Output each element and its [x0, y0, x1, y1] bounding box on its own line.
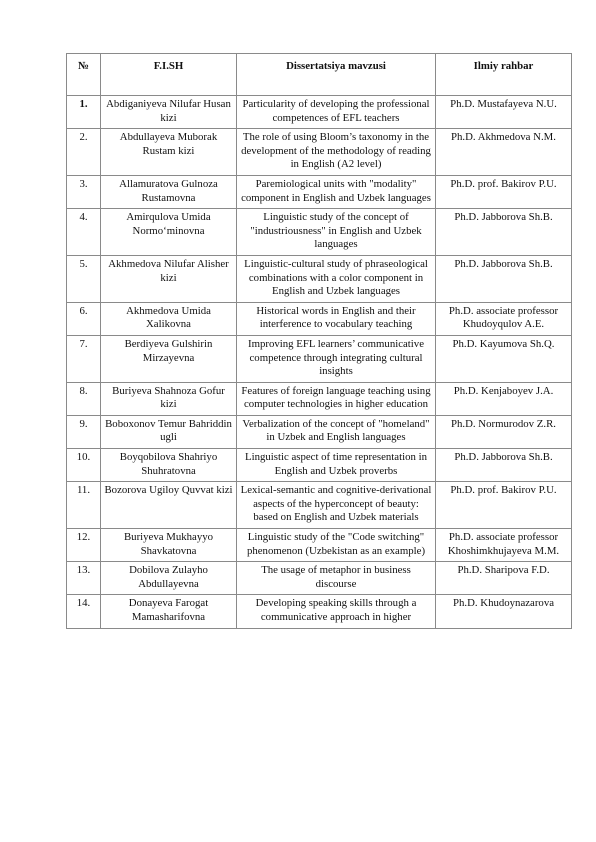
- dissertation-topic: Linguistic study of the "Code switching" phenomenon (Uzbekistan as an example): [237, 529, 436, 562]
- scientific-advisor: Ph.D. associate professor Khudoyqulov A.E.: [436, 302, 572, 335]
- scientific-advisor: Ph.D. prof. Bakirov P.U.: [436, 482, 572, 529]
- dissertation-topic: Improving EFL learners’ communicative competence through integrating cultural insights: [237, 335, 436, 382]
- dissertation-topic: Lexical-semantic and cognitive-derivational aspects of the hyperconcept of beauty: based on English and Uzbek materials: [237, 482, 436, 529]
- student-name: Berdiyeva Gulshirin Mirzayevna: [101, 335, 237, 382]
- scientific-advisor: Ph.D. Akhmedova N.M.: [436, 129, 572, 176]
- row-number: 5.: [67, 255, 101, 302]
- header-number: №: [67, 54, 101, 96]
- table-header-row: [67, 54, 572, 96]
- student-name: Abdiganiyeva Nilufar Husan kizi: [101, 96, 237, 129]
- dissertation-topic: Verbalization of the concept of "homeland" in Uzbek and English languages: [237, 415, 436, 448]
- row-number: 6.: [67, 302, 101, 335]
- dissertation-topic: Linguistic-cultural study of phraseological combinations with a color component in English and Uzbek languages: [237, 255, 436, 302]
- row-number: 11.: [67, 482, 101, 529]
- dissertation-topic: Historical words in English and their interference to vocabulary teaching: [237, 302, 436, 335]
- table-row: [67, 255, 572, 302]
- table-row: [67, 415, 572, 448]
- scientific-advisor: Ph.D. Kenjaboyev J.A.: [436, 382, 572, 415]
- scientific-advisor: Ph.D. Sharipova F.D.: [436, 562, 572, 595]
- row-number: 14.: [67, 595, 101, 628]
- scientific-advisor: Ph.D. Khudoynazarova: [436, 595, 572, 628]
- dissertation-topic: Particularity of developing the professional competences of EFL teachers: [237, 96, 436, 129]
- dissertation-topic: The role of using Bloom’s taxonomy in the development of the methodology of reading in English (A2 level): [237, 129, 436, 176]
- row-number: 1.: [67, 96, 101, 129]
- student-name: Donayeva Farogat Mamasharifovna: [101, 595, 237, 628]
- table-row: [67, 96, 572, 129]
- dissertation-topic: Linguistic aspect of time representation in English and Uzbek proverbs: [237, 449, 436, 482]
- header-advisor: Ilmiy rahbar: [436, 54, 572, 96]
- scientific-advisor: Ph.D. Jabborova Sh.B.: [436, 209, 572, 256]
- table-row: [67, 129, 572, 176]
- dissertation-topic: Linguistic study of the concept of "industriousness" in English and Uzbek languages: [237, 209, 436, 256]
- dissertation-topic: Developing speaking skills through a communicative approach in higher: [237, 595, 436, 628]
- scientific-advisor: Ph.D. associate professor Khoshimkhujayeva M.M.: [436, 529, 572, 562]
- table-row: [67, 175, 572, 208]
- row-number: 4.: [67, 209, 101, 256]
- student-name: Boboxonov Temur Bahriddin ugli: [101, 415, 237, 448]
- table-row: [67, 562, 572, 595]
- student-name: Buriyeva Shahnoza Gofur kizi: [101, 382, 237, 415]
- scientific-advisor: Ph.D. Kayumova Sh.Q.: [436, 335, 572, 382]
- table-row: [67, 595, 572, 628]
- row-number: 13.: [67, 562, 101, 595]
- student-name: Allamuratova Gulnoza Rustamovna: [101, 175, 237, 208]
- table-row: [67, 449, 572, 482]
- table-row: [67, 209, 572, 256]
- table-row: [67, 482, 572, 529]
- dissertation-topic: Paremiological units with "modality" component in English and Uzbek languages: [237, 175, 436, 208]
- row-number: 9.: [67, 415, 101, 448]
- scientific-advisor: Ph.D. Normurodov Z.R.: [436, 415, 572, 448]
- header-name: F.I.SH: [101, 54, 237, 96]
- scientific-advisor: Ph.D. Jabborova Sh.B.: [436, 449, 572, 482]
- dissertation-topic: Features of foreign language teaching using computer technologies in higher education: [237, 382, 436, 415]
- row-number: 7.: [67, 335, 101, 382]
- student-name: Akhmedova Nilufar Alisher kizi: [101, 255, 237, 302]
- student-name: Bozorova Ugiloy Quvvat kizi: [101, 482, 237, 529]
- document-page: [66, 53, 571, 629]
- table-row: [67, 382, 572, 415]
- table-row: [67, 335, 572, 382]
- student-name: Boyqobilova Shahriyo Shuhratovna: [101, 449, 237, 482]
- row-number: 8.: [67, 382, 101, 415]
- row-number: 2.: [67, 129, 101, 176]
- header-topic: Dissertatsiya mavzusi: [237, 54, 436, 96]
- student-name: Buriyeva Mukhayyo Shavkatovna: [101, 529, 237, 562]
- student-name: Abdullayeva Muborak Rustam kizi: [101, 129, 237, 176]
- row-number: 12.: [67, 529, 101, 562]
- row-number: 3.: [67, 175, 101, 208]
- dissertation-topic: The usage of metaphor in business discourse: [237, 562, 436, 595]
- table-row: [67, 302, 572, 335]
- student-name: Dobilova Zulayho Abdullayevna: [101, 562, 237, 595]
- row-number: 10.: [67, 449, 101, 482]
- student-name: Amirqulova Umida Normo‘minovna: [101, 209, 237, 256]
- scientific-advisor: Ph.D. Jabborova Sh.B.: [436, 255, 572, 302]
- student-name: Akhmedova Umida Xalikovna: [101, 302, 237, 335]
- scientific-advisor: Ph.D. prof. Bakirov P.U.: [436, 175, 572, 208]
- scientific-advisor: Ph.D. Mustafayeva N.U.: [436, 96, 572, 129]
- table-row: [67, 529, 572, 562]
- dissertation-table: [66, 53, 572, 629]
